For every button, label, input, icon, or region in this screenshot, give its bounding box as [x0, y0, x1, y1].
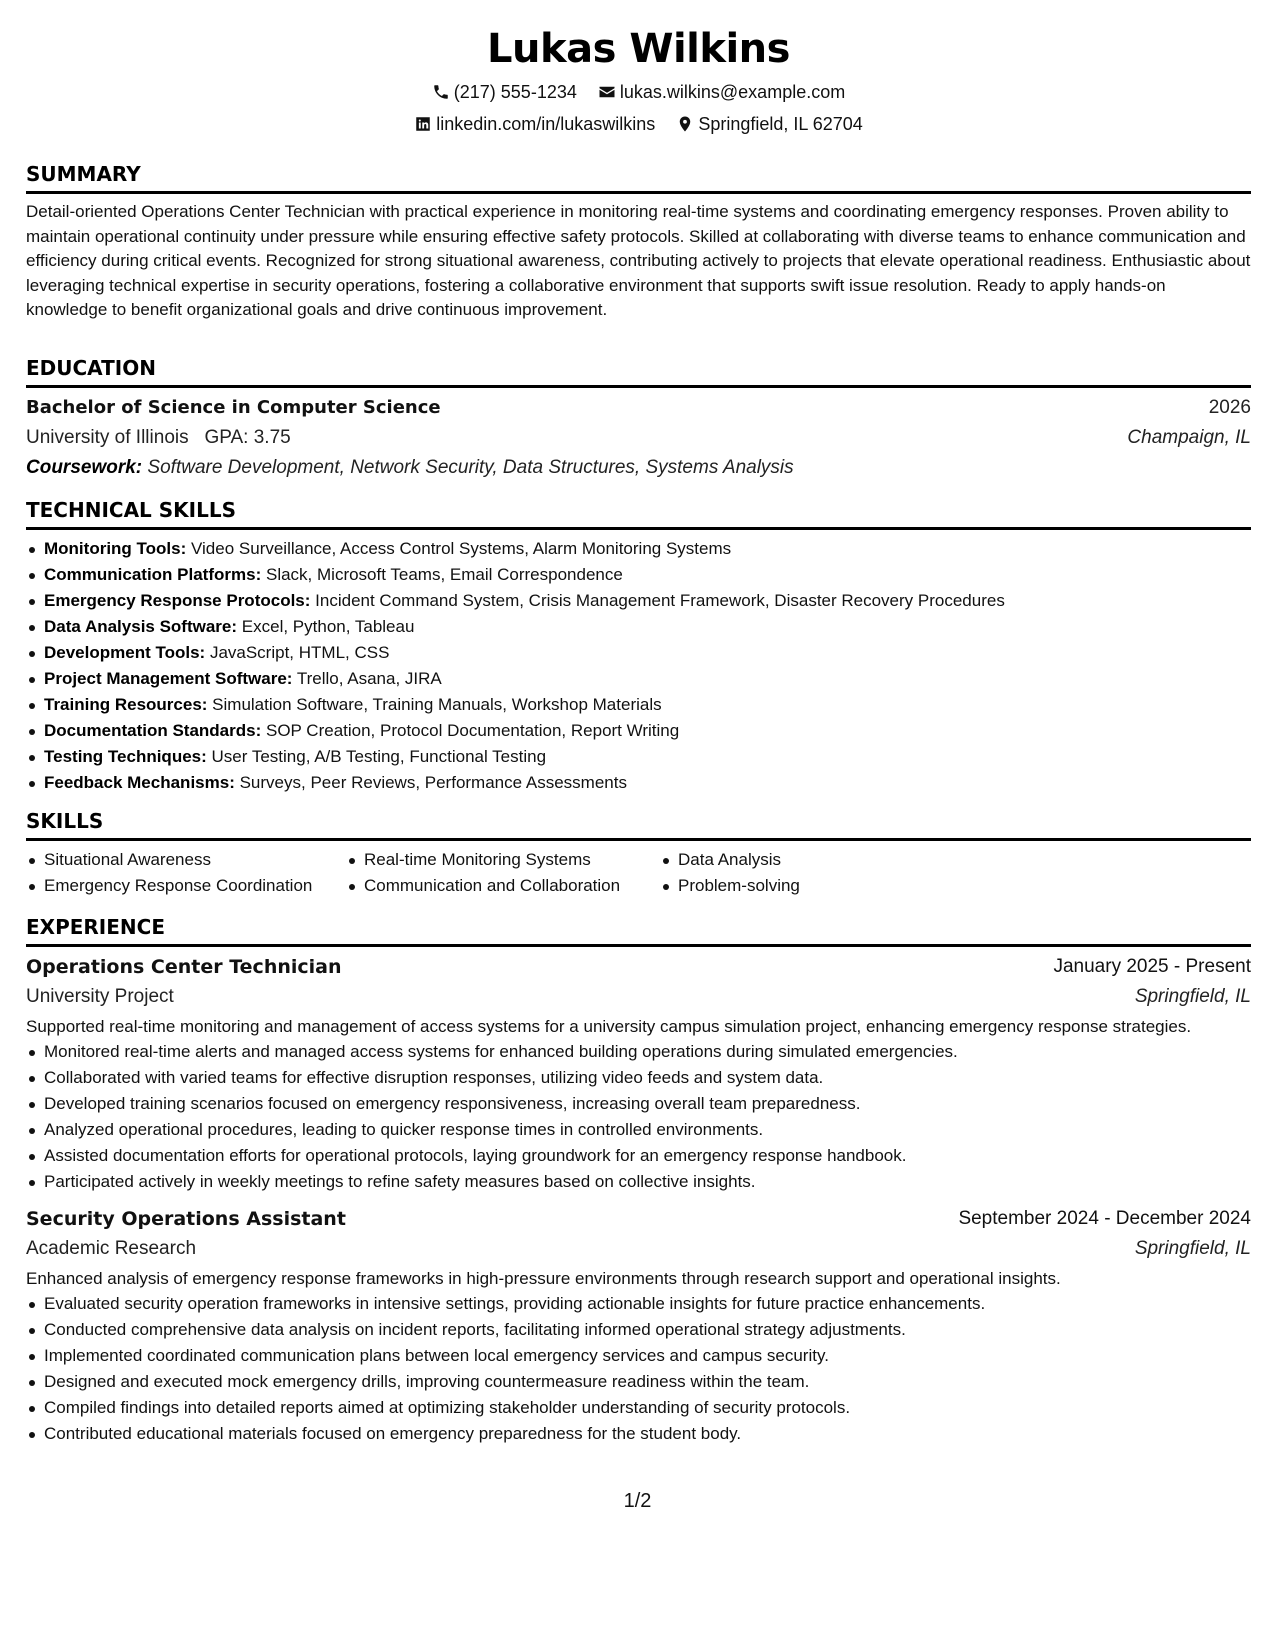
education-school-row — [26, 424, 1251, 454]
technical-skill-item — [26, 640, 1251, 666]
technical-skill-value: SOP Creation, Protocol Documentation, Report Writing — [265, 721, 680, 740]
job-bullet: Evaluated security operation frameworks in intensive settings, providing actionable insights for future practice enhancements. — [26, 1291, 1251, 1317]
job-organization: Academic Research — [26, 1238, 197, 1259]
technical-skill-label: Feedback Mechanisms: — [44, 773, 235, 792]
job-bullet: Monitored real-time alerts and managed access systems for enhanced building operations during simulated emergencies. — [26, 1039, 1251, 1065]
technical-skill-label: Training Resources: — [44, 695, 208, 714]
job-entry — [26, 953, 1251, 1195]
technical-skill-value: JavaScript, HTML, CSS — [209, 643, 390, 662]
job-bullet: Compiled findings into detailed reports aimed at optimizing stakeholder understanding of security protocols. — [26, 1395, 1251, 1421]
contact-row-primary — [26, 79, 1251, 108]
contact-row-secondary — [26, 111, 1251, 140]
job-bullet: Conducted comprehensive data analysis on incident reports, facilitating informed operational strategy adjustments. — [26, 1317, 1251, 1343]
technical-skill-item — [26, 744, 1251, 770]
experience-section — [26, 913, 1251, 1447]
education-heading: EDUCATION — [26, 356, 156, 380]
section-divider — [26, 385, 1251, 388]
skill-item: Data Analysis — [660, 847, 800, 873]
job-organization: University Project — [26, 986, 174, 1007]
job-dates: September 2024 - December 2024 — [958, 1208, 1251, 1229]
technical-skill-value: Surveys, Peer Reviews, Performance Assessments — [239, 773, 627, 792]
contact-linkedin[interactable] — [414, 111, 655, 137]
technical-skill-label: Emergency Response Protocols: — [44, 591, 311, 610]
skill-item: Real-time Monitoring Systems — [346, 847, 620, 873]
skill-item: Problem-solving — [660, 873, 800, 899]
section-divider — [26, 191, 1251, 194]
technical-skill-label: Monitoring Tools: — [44, 539, 187, 558]
technical-skill-item — [26, 614, 1251, 640]
technical-skill-value: Trello, Asana, JIRA — [296, 669, 442, 688]
page-number: 1/2 — [623, 1490, 652, 1512]
job-title-row — [26, 1205, 1251, 1235]
technical-skill-value: User Testing, A/B Testing, Functional Testing — [211, 747, 547, 766]
skill-item: Situational Awareness — [26, 847, 312, 873]
coursework-label: Coursework: — [26, 457, 143, 478]
experience-heading: EXPERIENCE — [26, 915, 165, 939]
linkedin-link[interactable]: linkedin.com/in/lukaswilkins — [436, 114, 656, 134]
section-divider — [26, 527, 1251, 530]
school-info — [26, 424, 291, 452]
technical-skill-label: Communication Platforms: — [44, 565, 262, 584]
technical-skill-item — [26, 666, 1251, 692]
technical-skill-value: Excel, Python, Tableau — [241, 617, 415, 636]
technical-skill-item — [26, 588, 1251, 614]
job-bullets — [26, 1039, 1251, 1195]
job-bullet: Contributed educational materials focused on emergency preparedness for the student body. — [26, 1421, 1251, 1447]
technical-skill-value: Slack, Microsoft Teams, Email Correspondence — [265, 565, 623, 584]
technical-skill-item — [26, 562, 1251, 588]
technical-skills-list — [26, 536, 1251, 796]
job-title: Security Operations Assistant — [26, 1208, 346, 1230]
job-bullets — [26, 1291, 1251, 1447]
section-divider — [26, 838, 1251, 841]
skills-grid — [26, 847, 1251, 899]
coursework-list: Software Development, Network Security, Data Structures, Systems Analysis — [147, 457, 794, 478]
job-org-row — [26, 983, 1251, 1013]
contact-location — [676, 111, 862, 137]
job-bullet: Designed and executed mock emergency drills, improving countermeasure readiness within the team. — [26, 1369, 1251, 1395]
skill-item: Communication and Collaboration — [346, 873, 620, 899]
technical-skill-value: Video Surveillance, Access Control Systems, Alarm Monitoring Systems — [191, 539, 732, 558]
skills-section — [26, 807, 1251, 899]
gpa: GPA: 3.75 — [204, 427, 291, 448]
technical-skills-heading: TECHNICAL SKILLS — [26, 498, 236, 522]
email-link[interactable]: lukas.wilkins@example.com — [619, 82, 846, 102]
summary-section — [26, 160, 1251, 323]
technical-skill-label: Data Analysis Software: — [44, 617, 238, 636]
job-description: Enhanced analysis of emergency response frameworks in high-pressure environments through research support and operational insights. — [26, 1269, 1061, 1288]
contact-email[interactable] — [598, 79, 845, 105]
skills-column-2 — [346, 847, 620, 899]
technical-skill-label: Development Tools: — [44, 643, 206, 662]
candidate-name: Lukas Wilkins — [487, 26, 790, 72]
job-org-row — [26, 1235, 1251, 1265]
technical-skill-item — [26, 770, 1251, 796]
job-location: Springfield, IL — [1134, 986, 1251, 1007]
section-divider — [26, 944, 1251, 947]
job-description: Supported real-time monitoring and management of access systems for a university campus simulation project, enhancing emergency response strategies. — [26, 1017, 1192, 1036]
job-bullet: Analyzed operational procedures, leading to quicker response times in controlled environments. — [26, 1117, 1251, 1143]
job-entry — [26, 1205, 1251, 1447]
summary-text: Detail-oriented Operations Center Technician with practical experience in monitoring real-time systems and coordinating emergency responses. Proven ability to maintain operational continuity under pressure while ensuring effective safety protocols. Skilled at collaborating with diverse teams to enhance communication and efficiency during critical events. Recognized for strong situational awareness, contributing actively to projects that elevate operational readiness. Enthusiastic about leveraging technical expertise in security operations, fostering a collaborative environment that supports swift issue resolution. Ready to apply hands-on knowledge to benefit organizational goals and drive continuous improvement. — [26, 202, 1251, 319]
job-location: Springfield, IL — [1134, 1238, 1251, 1259]
technical-skill-value: Incident Command System, Crisis Management Framework, Disaster Recovery Procedures — [315, 591, 1005, 610]
education-degree-row — [26, 394, 1251, 424]
technical-skill-item — [26, 718, 1251, 744]
technical-skills-section — [26, 496, 1251, 796]
job-title: Operations Center Technician — [26, 956, 342, 978]
phone-icon — [432, 83, 450, 101]
coursework-line — [26, 454, 1251, 482]
technical-skill-item — [26, 692, 1251, 718]
skills-column-1 — [26, 847, 312, 899]
summary-heading: SUMMARY — [26, 162, 141, 186]
technical-skill-label: Documentation Standards: — [44, 721, 262, 740]
school-location: Champaign, IL — [1127, 427, 1251, 448]
skill-item: Emergency Response Coordination — [26, 873, 312, 899]
job-bullet: Assisted documentation efforts for operational protocols, laying groundwork for an emergency response handbook. — [26, 1143, 1251, 1169]
technical-skill-label: Project Management Software: — [44, 669, 293, 688]
location-text: Springfield, IL 62704 — [698, 114, 863, 134]
job-bullet: Participated actively in weekly meetings to refine safety measures based on collective insights. — [26, 1169, 1251, 1195]
contact-phone — [432, 79, 577, 105]
job-bullet: Implemented coordinated communication plans between local emergency services and campus security. — [26, 1343, 1251, 1369]
degree-name: Bachelor of Science in Computer Science — [26, 397, 441, 418]
job-bullet: Collaborated with varied teams for effective disruption responses, utilizing video feeds and system data. — [26, 1065, 1251, 1091]
technical-skill-value: Simulation Software, Training Manuals, Workshop Materials — [212, 695, 662, 714]
phone-text: (217) 555-1234 — [453, 82, 577, 102]
job-title-row — [26, 953, 1251, 983]
job-dates: January 2025 - Present — [1053, 956, 1251, 977]
school-name: University of Illinois — [26, 427, 189, 448]
linkedin-icon — [414, 115, 432, 133]
skills-column-3 — [660, 847, 800, 899]
skills-heading: SKILLS — [26, 809, 104, 833]
education-section — [26, 354, 1251, 482]
job-bullet: Developed training scenarios focused on emergency responsiveness, increasing overall team preparedness. — [26, 1091, 1251, 1117]
technical-skill-item — [26, 536, 1251, 562]
envelope-icon — [598, 83, 616, 101]
graduation-year: 2026 — [1208, 397, 1251, 418]
resume-page — [26, 0, 1251, 1650]
map-pin-icon — [676, 115, 694, 133]
technical-skill-label: Testing Techniques: — [44, 747, 207, 766]
